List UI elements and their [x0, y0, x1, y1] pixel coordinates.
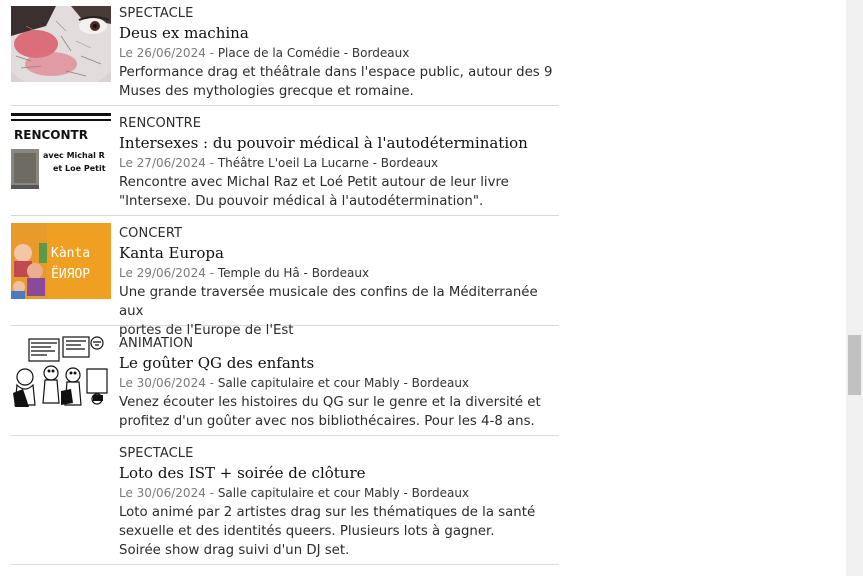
event-category: SPECTACLE	[119, 446, 194, 461]
kanta-europa-poster-image[interactable]	[11, 223, 111, 299]
event-date: Le 27/06/2024	[119, 156, 206, 170]
list-item[interactable]	[11, 436, 559, 565]
description-line: portes de l'Europe de l'Est	[119, 323, 294, 338]
event-description	[119, 173, 559, 211]
event-place: Salle capitulaire et cour Mably - Bordeaux	[217, 376, 470, 390]
description-line: sexuelle et des identités queers. Plusieurs lots à gagner.	[119, 524, 495, 539]
meta-separator: -	[205, 486, 218, 500]
event-description	[119, 503, 559, 560]
event-text	[119, 116, 559, 211]
event-list	[11, 0, 559, 565]
event-place: Temple du Hâ - Bordeaux	[217, 266, 370, 280]
event-title-link[interactable]: Deus ex machina	[119, 24, 249, 42]
meta-separator: -	[205, 46, 218, 60]
description-line: Rencontre avec Michal Raz et Loé Petit autour de leur livre	[119, 175, 509, 190]
event-category: CONCERT	[119, 226, 183, 241]
event-text	[119, 6, 559, 101]
description-line: "Intersexe. Du pouvoir médical à l'autodétermination".	[119, 194, 484, 209]
event-date: Le 30/06/2024	[119, 376, 206, 390]
event-text	[119, 226, 559, 340]
description-line: Loto animé par 2 artistes drag sur les thématiques de la santé	[119, 505, 536, 520]
poster-subtitle-text: et Loe Petit	[53, 164, 106, 173]
event-category: ANIMATION	[119, 336, 194, 351]
event-meta	[119, 155, 559, 171]
event-place: Place de la Comédie - Bordeaux	[217, 46, 410, 60]
scrollbar-thumb[interactable]	[848, 335, 861, 395]
list-item[interactable]	[11, 326, 559, 436]
event-meta	[119, 265, 559, 281]
event-text	[119, 446, 559, 560]
rencontre-poster-image[interactable]	[11, 113, 111, 189]
event-title-link[interactable]: Intersexes : du pouvoir médical à l'autodétermination	[119, 134, 528, 152]
poster-subtitle-text: avec Michal R	[43, 151, 105, 160]
list-item[interactable]	[11, 106, 559, 216]
event-meta	[119, 485, 559, 501]
poster-title-text: Kànta	[51, 246, 91, 261]
event-description	[119, 63, 559, 101]
vertical-scrollbar[interactable]	[846, 0, 863, 576]
event-title-link[interactable]: Le goûter QG des enfants	[119, 354, 315, 372]
event-title-link[interactable]: Kanta Europa	[119, 244, 224, 262]
event-meta	[119, 375, 559, 391]
description-line: Venez écouter les histoires du QG sur le genre et la diversité et	[119, 395, 541, 410]
meta-separator: -	[205, 266, 218, 280]
poster-title-text: ЁИЯОР	[51, 267, 91, 282]
poster-title-text: RENCONTR	[14, 128, 88, 142]
comic-drawing-image[interactable]	[11, 333, 111, 409]
meta-separator: -	[205, 376, 218, 390]
event-date: Le 30/06/2024	[119, 486, 206, 500]
list-item[interactable]	[11, 216, 559, 338]
event-description	[119, 393, 559, 431]
event-category: RENCONTRE	[119, 116, 202, 131]
description-line: Muses des mythologies grecque et romaine.	[119, 84, 414, 99]
list-item[interactable]	[11, 0, 559, 106]
event-meta	[119, 45, 559, 61]
event-place: Salle capitulaire et cour Mably - Bordeaux	[217, 486, 470, 500]
description-line: profitez d'un goûter avec nos bibliothécaires. Pour les 4-8 ans.	[119, 414, 535, 429]
event-title-link[interactable]: Loto des IST + soirée de clôture	[119, 464, 366, 482]
description-line: Performance drag et théâtrale dans l'espace public, autour des 9	[119, 65, 553, 80]
painted-face-image[interactable]	[11, 6, 111, 82]
event-date: Le 26/06/2024	[119, 46, 206, 60]
description-line: Soirée show drag suivi d'un DJ set.	[119, 543, 350, 558]
meta-separator: -	[205, 156, 218, 170]
event-category: SPECTACLE	[119, 6, 194, 21]
event-text	[119, 336, 559, 431]
event-place: Théâtre L'oeil La Lucarne - Bordeaux	[217, 156, 439, 170]
description-line: Une grande traversée musicale des confins de la Méditerranée aux	[119, 285, 538, 319]
event-date: Le 29/06/2024	[119, 266, 206, 280]
